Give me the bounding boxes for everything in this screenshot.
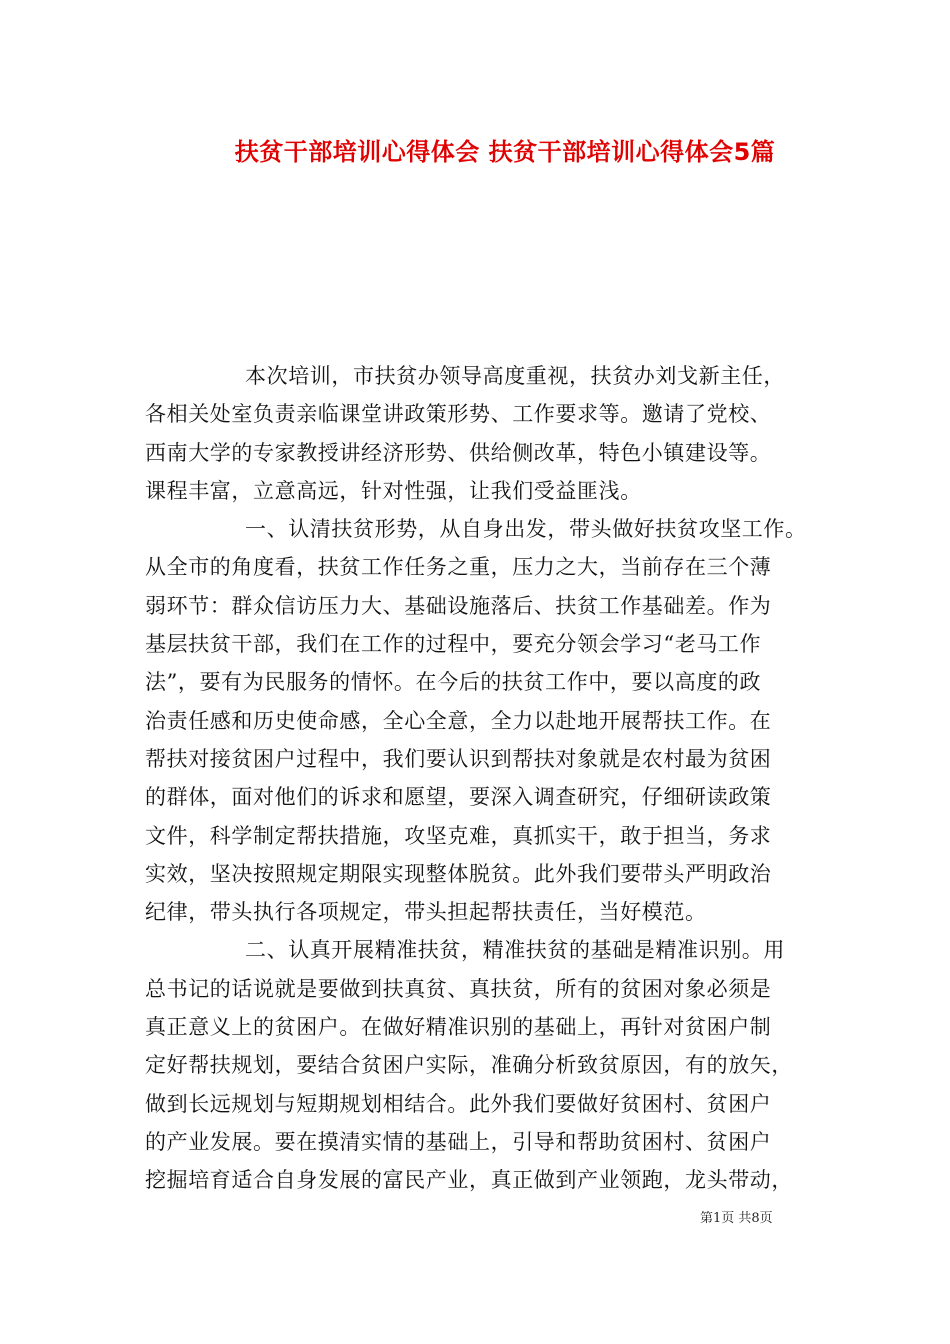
paragraph-line: 课程丰富，立意高远，针对性强，让我们受益匪浅。 <box>145 478 642 503</box>
paragraph-line: 帮扶对接贫困户过程中，我们要认识到帮扶对象就是农村最为贫困 <box>145 746 772 771</box>
document-body <box>145 357 810 1200</box>
paragraph-line: 弱环节：群众信访压力大、基础设施落后、扶贫工作基础差。作为 <box>145 593 772 618</box>
paragraph-line: 治责任感和历史使命感，全心全意，全力以赴地开展帮扶工作。在 <box>145 708 772 733</box>
paragraph-line: 的产业发展。要在摸清实情的基础上，引导和帮助贫困村、贫困户 <box>145 1129 772 1154</box>
paragraph-line: 法”，要有为民服务的情怀。在今后的扶贫工作中，要以高度的政 <box>145 670 762 695</box>
paragraph-line: 总书记的话说就是要做到扶真贫、真扶贫，所有的贫困对象必须是 <box>145 976 772 1001</box>
paragraph-line: 基层扶贫干部，我们在工作的过程中，要充分领会学习“老马工作 <box>145 632 762 657</box>
paragraph-line: 的群体，面对他们的诉求和愿望，要深入调查研究，仔细研读政策 <box>145 785 772 810</box>
page-number-footer: 第1页 共8页 <box>700 1211 773 1226</box>
paragraph-line: 挖掘培育适合自身发展的富民产业，真正做到产业领跑，龙头带动， <box>145 1168 793 1193</box>
paragraph-line: 文件，科学制定帮扶措施，攻坚克难，真抓实干，敢于担当，务求 <box>145 823 772 848</box>
paragraph-line: 实效，坚决按照规定期限实现整体脱贫。此外我们要带头严明政治 <box>145 861 772 886</box>
paragraph-line: 各相关处室负责亲临课堂讲政策形势、工作要求等。邀请了党校、 <box>145 402 772 427</box>
paragraph-line: 真正意义上的贫困户。在做好精准识别的基础上，再针对贫困户制 <box>145 1015 772 1040</box>
paragraph-line: 从全市的角度看，扶贫工作任务之重，压力之大，当前存在三个薄 <box>145 555 772 580</box>
paragraph-line: 定好帮扶规划，要结合贫困户实际，准确分析致贫原因，有的放矢， <box>145 1053 793 1078</box>
document-title: 扶贫干部培训心得体会 扶贫干部培训心得体会5篇 <box>234 138 776 166</box>
paragraph-line: 本次培训，市扶贫办领导高度重视，扶贫办刘戈新主任， <box>245 364 785 388</box>
paragraph-line: 做到长远规划与短期规划相结合。此外我们要做好贫困村、贫困户 <box>145 1091 772 1116</box>
paragraph-line: 西南大学的专家教授讲经济形势、供给侧改革，特色小镇建设等。 <box>145 440 772 465</box>
paragraph-line: 二、认真开展精准扶贫，精准扶贫的基础是精准识别。用 <box>245 938 785 963</box>
paragraph-line: 纪律，带头执行各项规定，带头担起帮扶责任，当好模范。 <box>145 900 707 925</box>
paragraph-line: 一、认清扶贫形势，从自身出发，带头做好扶贫攻坚工作。 <box>245 517 807 542</box>
